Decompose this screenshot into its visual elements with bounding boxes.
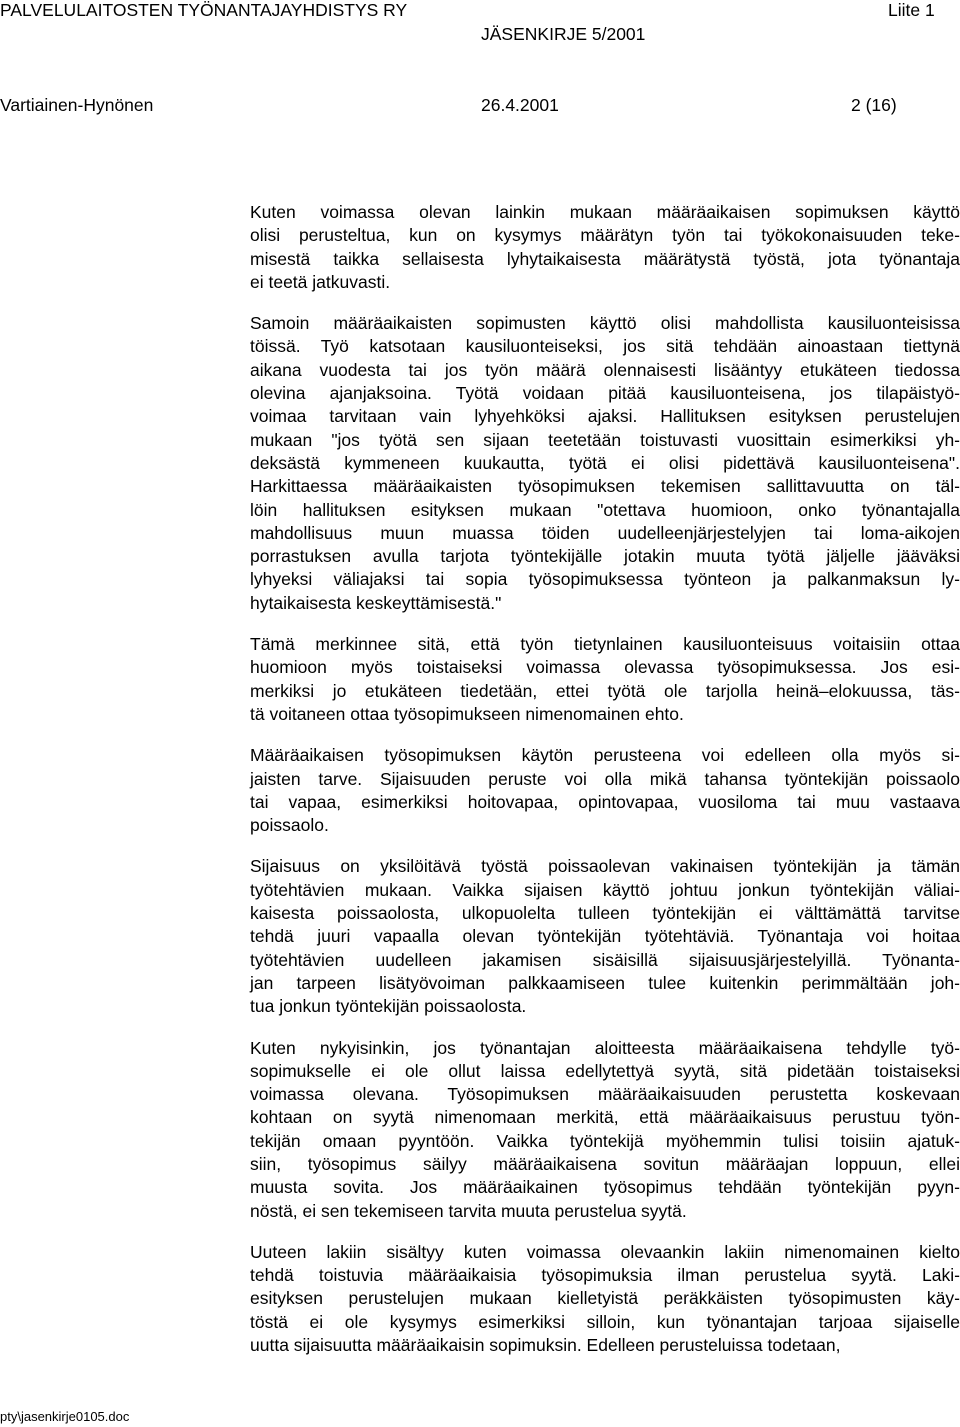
text-line: olisi perusteltua, kun on kysymys määrätyn työn tai työkokonaisuuden teke- bbox=[250, 225, 960, 246]
text-line: lyhyeksi väliajaksi tai sopia työsopimuksessa työnteon ja palkanmaksun ly- bbox=[250, 569, 960, 590]
author-name: Vartiainen-Hynönen bbox=[0, 95, 154, 115]
text-line: työtehtävien uudelleen jakamisen sisäisillä sijaisuusjärjestelyillä. Työnanta- bbox=[250, 949, 960, 970]
text-line: hytaikaisesta keskeyttämisestä." bbox=[250, 592, 502, 613]
text-line: olevina ajanjaksoina. Työtä voidaan pitää kausiluonteisena, jos tilapäistyö- bbox=[250, 383, 960, 404]
text-line: kaisesta poissaolosta, ulkopuolelta tulleen työntekijän ei välttämättä tarvitse bbox=[250, 903, 960, 924]
text-line: nöstä, ei sen tekemiseen tarvita muuta perustelua syytä. bbox=[250, 1200, 687, 1221]
text-line: Sijaisuus on yksilöitävä työstä poissaolevan vakinaisen työntekijän ja tämän bbox=[250, 856, 960, 877]
text-line: Määräaikaisen työsopimuksen käytön perusteena voi edelleen olla myös si- bbox=[250, 745, 960, 766]
text-line: uutta sijaisuutta määräaikaisin sopimuksin. Edelleen perusteluissa todetaan, bbox=[250, 1335, 841, 1356]
footer-filename: pty\jasenkirje0105.doc bbox=[0, 1409, 130, 1424]
text-line: Kuten nykyisinkin, jos työnantajan aloitteesta määräaikaisena tehdylle työ- bbox=[250, 1037, 960, 1058]
text-line: esityksen perustelujen mukaan kielletyistä peräkkäisten työsopimusten käy- bbox=[250, 1288, 960, 1309]
text-line: työtehtävien mukaan. Vaikka sijaisen käyttö johtuu jonkun työntekijän väliai- bbox=[250, 879, 960, 900]
text-line: tai vapaa, esimerkiksi hoitovapaa, opintovapaa, vuosiloma tai muu vastaava bbox=[250, 791, 960, 812]
text-line: töissä. Työ katsotaan kausiluonteiseksi, jos sitä tehdään ainoastaan tiettynä bbox=[250, 336, 960, 357]
text-line: deksästä kymmeneen kuukautta, työtä ei olisi pidettävä kausiluonteisena". bbox=[250, 452, 960, 473]
text-line: tekijän omaan pyyntöön. Vaikka työntekijä myöhemmin tulisi toisiin ajatuk- bbox=[250, 1130, 960, 1151]
text-line: huomioon myös toistaiseksi voimassa olevassa työsopimuksessa. Jos esi- bbox=[250, 657, 960, 678]
body-paragraph bbox=[250, 1037, 960, 1223]
text-line: Harkittaessa määräaikaisten työsopimuksen tekemisen sallittavuutta on täl- bbox=[250, 476, 960, 497]
attachment-label: Liite 1 bbox=[888, 0, 935, 20]
text-line: Kuten voimassa olevan lainkin mukaan määräaikaisen sopimuksen käyttö bbox=[250, 202, 960, 222]
text-line: töstä ei ole kysymys esimerkiksi silloin, kun työnantajan tarjoaa sijaiselle bbox=[250, 1311, 960, 1332]
document-date: 26.4.2001 bbox=[481, 95, 559, 115]
body-paragraph bbox=[250, 201, 960, 294]
text-line: Uuteen lakiin sisältyy kuten voimassa olevaankin lakiin nimenomainen kielto bbox=[250, 1241, 960, 1262]
text-line: tua jonkun työntekijän poissaolosta. bbox=[250, 996, 527, 1017]
text-line: porrastuksen avulla tarjota työntekijälle jotakin muuta työtä jäljelle jääväksi bbox=[250, 546, 960, 567]
body-paragraph bbox=[250, 312, 960, 615]
text-line: Samoin määräaikaisten sopimusten käyttö olisi mahdollista kausiluonteisissa bbox=[250, 313, 960, 334]
text-line: ei teetä jatkuvasti. bbox=[250, 271, 391, 292]
text-line: jan tarpeen lisätyövoiman palkkaamiseen tulee kuitenkin perimmältään joh- bbox=[250, 972, 960, 993]
body-paragraph bbox=[250, 744, 960, 837]
text-line: jaisten tarve. Sijaisuuden peruste voi olla mikä tahansa työntekijän poissaolo bbox=[250, 768, 960, 789]
text-line: löin hallituksen esityksen mukaan "otettava huomioon, onko työnantajalla bbox=[250, 499, 960, 520]
document-body bbox=[250, 201, 960, 1375]
text-line: Tämä merkinnee sitä, että työn tietynlainen kausiluonteisuus voitaisiin ottaa bbox=[250, 634, 960, 655]
body-paragraph bbox=[250, 1241, 960, 1357]
text-line: poissaolo. bbox=[250, 815, 329, 836]
text-line: sopimukselle ei ole ollut laissa edellytettyä syytä, sitä pidetään toistaiseksi bbox=[250, 1060, 960, 1081]
text-line: voimaa tarvitaan vain lyhyehköksi ajaksi. Hallituksen esityksen perustelujen bbox=[250, 406, 960, 427]
body-paragraph bbox=[250, 855, 960, 1018]
organization-name: PALVELULAITOSTEN TYÖNANTAJAYHDISTYS RY bbox=[0, 0, 408, 20]
text-line: kohtaan on syytä nimenomaan merkitä, että määräaikaisuus perustuu työn- bbox=[250, 1107, 960, 1128]
text-line: mahdollisuus muun muassa töiden uudelleenjärjestelyjen tai loma-aikojen bbox=[250, 522, 960, 543]
body-paragraph bbox=[250, 633, 960, 726]
text-line: aikana vuodesta tai jos työn määrä olennaisesti lisääntyy etukäteen tiedossa bbox=[250, 359, 960, 380]
text-line: tehdä juuri vapaalla olevan työntekijän työtehtäviä. Työnantaja voi hoitaa bbox=[250, 926, 960, 947]
text-line: merkiksi jo etukäteen tiedetään, ettei työtä ole tarjolla heinä–elokuussa, täs- bbox=[250, 680, 960, 701]
text-line: voimassa olevana. Työsopimuksen määräaikaisuuden perustetta koskevaan bbox=[250, 1084, 960, 1105]
text-line: siin, työsopimus säilyy määräaikaisena sovitun määräajan loppuun, ellei bbox=[250, 1153, 960, 1174]
page-number: 2 (16) bbox=[851, 95, 897, 115]
text-line: tehdä toistuvia määräaikaisia työsopimuksia ilman perustelua syytä. Laki- bbox=[250, 1265, 960, 1286]
text-line: misestä taikka sellaisesta lyhytaikaisesta määrätystä työstä, jota työnantaja bbox=[250, 248, 960, 269]
text-line: mukaan "jos työtä sen sijaan teetetään toistuvasti vuosittain esimerkiksi yh- bbox=[250, 429, 960, 450]
text-line: tä voitaneen ottaa työsopimukseen nimenomainen ehto. bbox=[250, 703, 684, 724]
text-line: muusta sovita. Jos määräaikainen työsopimus tehdään työntekijän pyyn- bbox=[250, 1177, 960, 1198]
letter-number: JÄSENKIRJE 5/2001 bbox=[481, 24, 646, 44]
